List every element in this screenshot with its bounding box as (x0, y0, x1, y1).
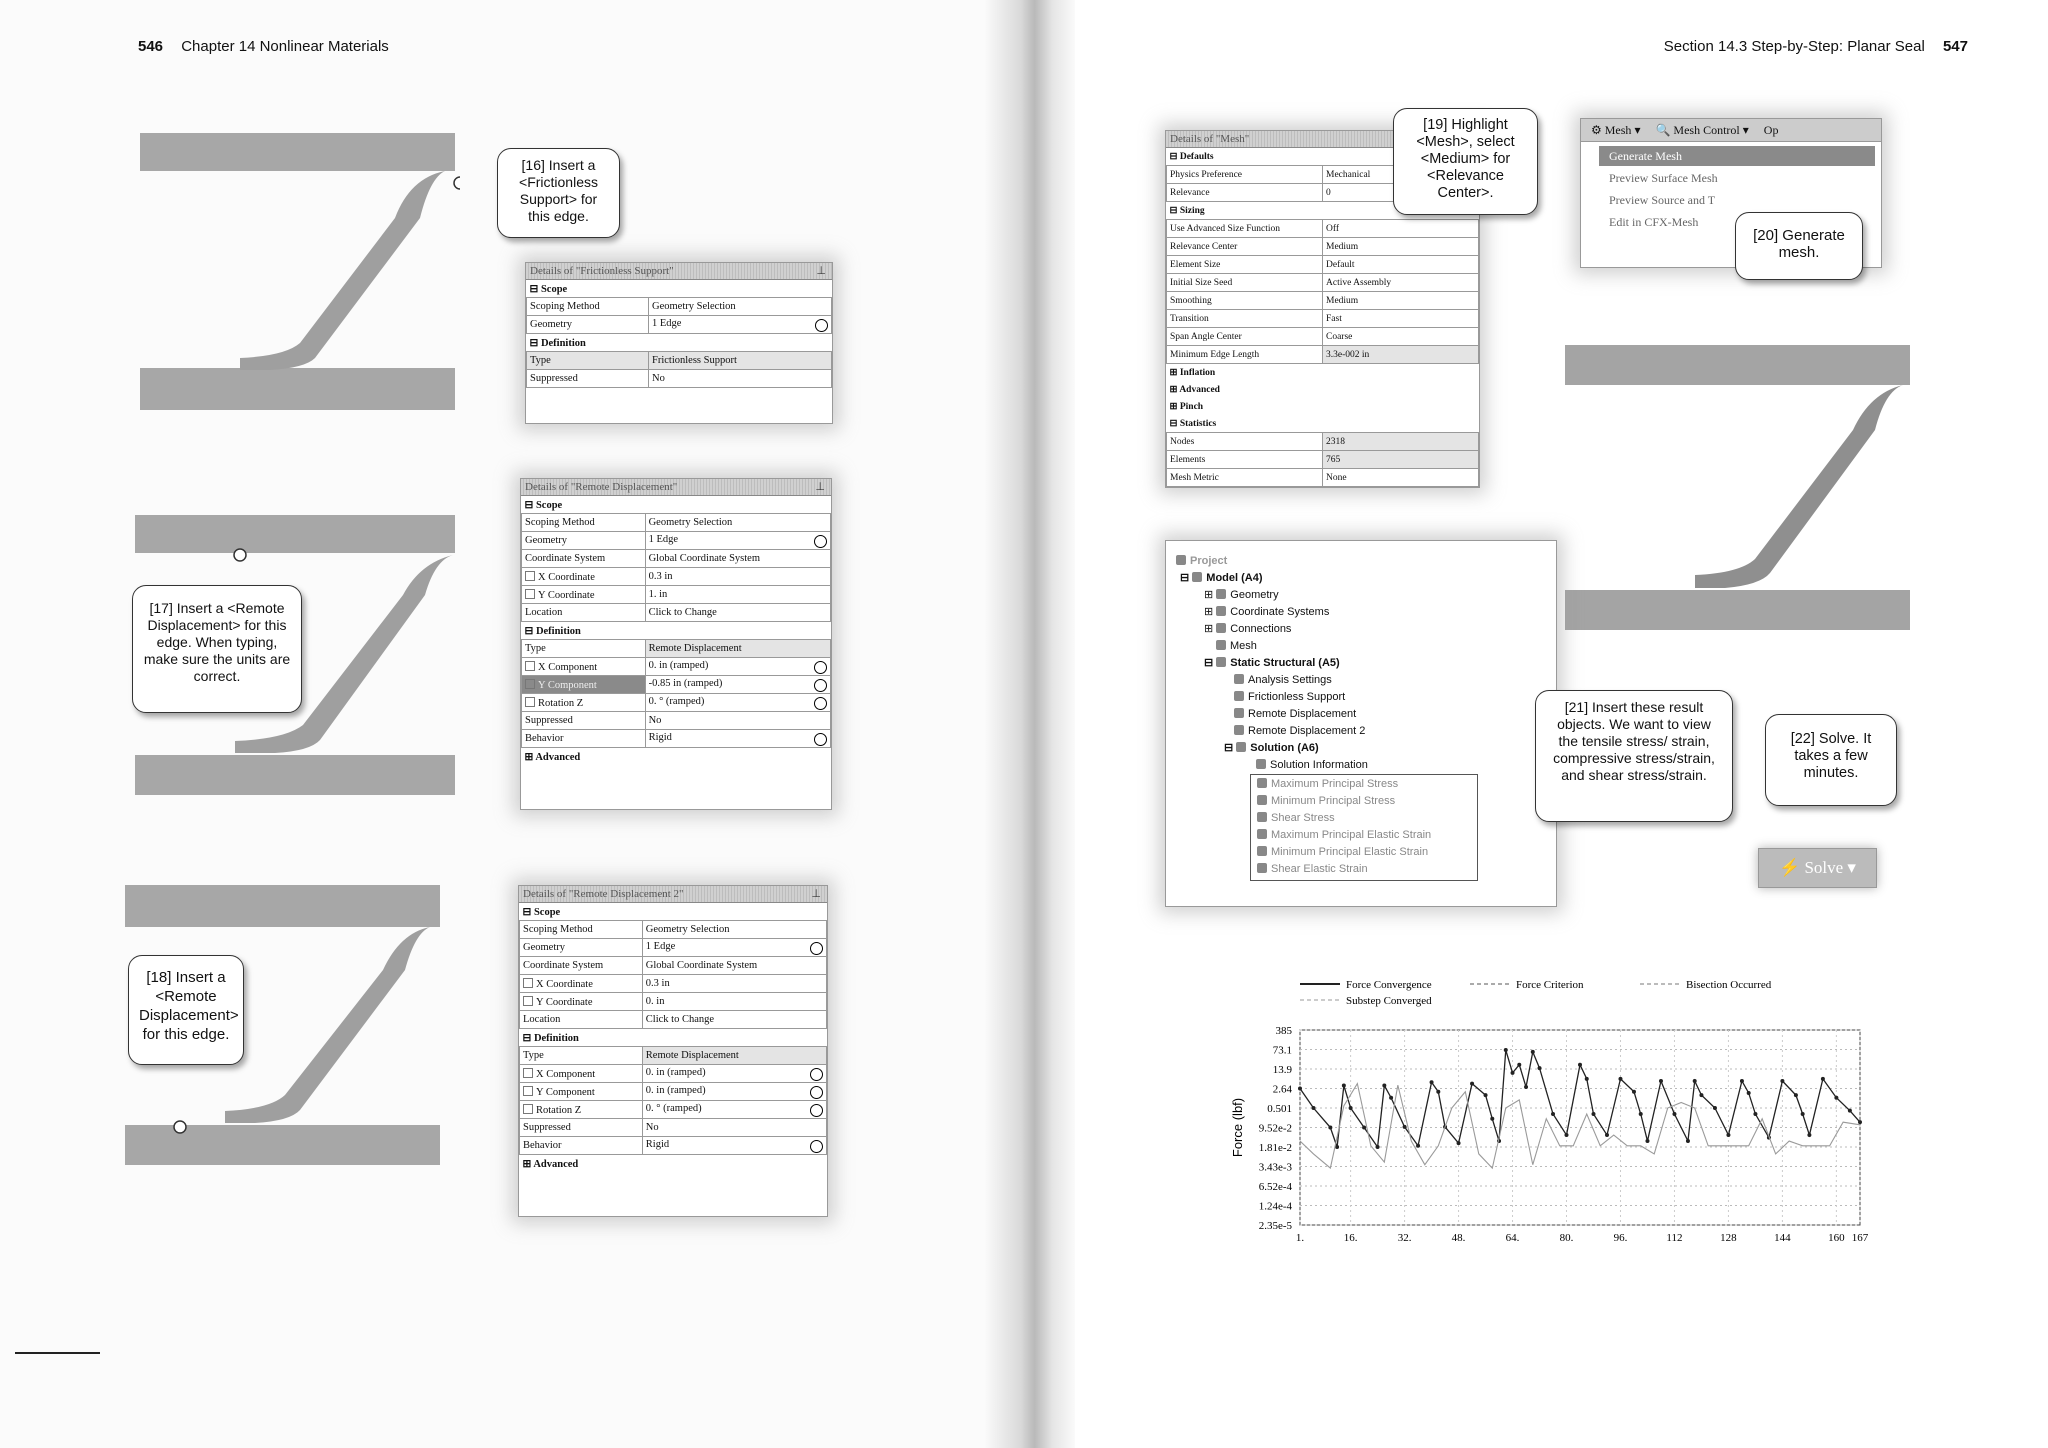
section-definition[interactable]: ⊟ Definition (522, 1032, 579, 1044)
relevance-center-select[interactable]: Medium (1323, 238, 1479, 256)
section-definition[interactable]: ⊟ Definition (524, 625, 581, 637)
coordinate-systems-icon (1216, 606, 1226, 616)
row-value[interactable]: No (645, 712, 830, 730)
row-label: Smoothing (1167, 292, 1323, 310)
tree-item-remote-displacement-2[interactable]: Remote Displacement 2 (1176, 723, 1478, 740)
row-value: Frictionless Support (649, 352, 832, 370)
circle-marker-icon (815, 319, 828, 332)
preview-surface-mesh-menu-item[interactable]: Preview Surface Mesh (1609, 171, 1718, 185)
y-tick-label: 2.35e-5 (1258, 1220, 1292, 1232)
callout-19: [19] Highlight <Mesh>, select <Medium> for <Relevance Center>. (1393, 108, 1538, 215)
pin-icon[interactable]: ⊥ (816, 265, 826, 277)
seal-geometry-figure-1 (140, 128, 460, 418)
row-value[interactable]: 0. in (ramped) (642, 1065, 826, 1083)
row-value[interactable]: Medium (1323, 292, 1479, 310)
tree-item-frictionless-support[interactable]: Frictionless Support (1176, 689, 1478, 706)
analysis-settings-icon (1234, 674, 1244, 684)
row-value[interactable]: Off (1323, 220, 1479, 238)
row-label: Rotation Z (538, 697, 584, 709)
row-label: Scoping Method (527, 298, 649, 316)
chapter-title: Chapter 14 Nonlinear Materials (181, 38, 389, 55)
mesh-control-button[interactable]: 🔍 Mesh Control ▾ (1655, 123, 1749, 137)
row-value[interactable]: Global Coordinate System (642, 957, 826, 975)
row-value[interactable]: Geometry Selection (642, 921, 826, 939)
data-point (1686, 1139, 1690, 1143)
tree-item-analysis-settings[interactable]: Analysis Settings (1176, 672, 1478, 689)
row-value[interactable]: 0.3 in (645, 568, 830, 586)
row-label: Span Angle Center (1167, 328, 1323, 346)
mesh-icon (1216, 640, 1226, 650)
panel-title: Details of "Remote Displacement" ⊥ (521, 479, 831, 496)
row-label: Behavior (520, 1137, 643, 1155)
row-value[interactable]: 0. ° (ramped) (645, 694, 830, 712)
circle-marker-icon (810, 942, 823, 955)
panel-title: Details of "Mesh" (1166, 131, 1479, 148)
data-point (1531, 1050, 1535, 1054)
row-value[interactable]: Rigid (645, 730, 830, 748)
row-value[interactable]: Click to Change (642, 1011, 826, 1029)
data-point (1834, 1096, 1838, 1100)
circle-marker-icon (810, 1104, 823, 1117)
row-value: 3.3e-002 in (1323, 346, 1479, 364)
row-value[interactable]: 1 Edge (642, 939, 826, 957)
circle-marker-icon (814, 697, 827, 710)
project-tree-panel (1165, 540, 1557, 907)
data-point (1639, 1112, 1643, 1116)
row-label: Nodes (1167, 433, 1323, 451)
x-tick-label: 32. (1397, 1232, 1412, 1244)
callout-22: [22] Solve. It takes a few minutes. (1765, 714, 1897, 806)
callout-20: [20] Generate mesh. (1735, 212, 1863, 280)
edge-marker (454, 177, 460, 189)
row-label: Behavior (522, 730, 646, 748)
row-label: X Coordinate (536, 978, 593, 990)
row-label: Location (522, 604, 646, 622)
data-point (1807, 1133, 1811, 1137)
row-value[interactable]: Click to Change (645, 604, 830, 622)
checkbox[interactable] (523, 996, 533, 1006)
y-tick-label: 2.64 (1272, 1083, 1292, 1096)
x-tick-label: 80. (1559, 1232, 1574, 1244)
frictionless-details-panel (525, 262, 833, 424)
row-value[interactable]: Active Assembly (1323, 274, 1479, 292)
row-value[interactable]: Coarse (1323, 328, 1479, 346)
data-point (1780, 1079, 1784, 1083)
mesh-button[interactable]: ⚙ Mesh ▾ (1591, 123, 1641, 137)
data-point (1389, 1096, 1393, 1100)
y-tick-label: 1.24e-4 (1258, 1200, 1292, 1213)
result-objects-group (1250, 774, 1478, 881)
result-icon (1257, 812, 1267, 822)
data-point (1693, 1079, 1697, 1083)
solution-information-icon (1256, 759, 1266, 769)
data-point (1298, 1086, 1302, 1090)
result-icon (1257, 846, 1267, 856)
row-label: Type (522, 640, 646, 658)
row-label: Suppressed (520, 1119, 643, 1137)
circle-marker-icon (814, 733, 827, 746)
data-point (1645, 1139, 1649, 1143)
tree-item-solution[interactable]: ⊟ Solution (A6) (1224, 742, 1319, 754)
y-tick-label: 1.81e-2 (1258, 1141, 1292, 1154)
x-tick-label: 16. (1343, 1232, 1358, 1244)
data-point (1618, 1077, 1622, 1081)
x-tick-label: 167 (1851, 1232, 1869, 1244)
preview-source-menu-item[interactable]: Preview Source and T (1609, 193, 1716, 207)
legend-entry: Force Criterion (1516, 979, 1584, 991)
checkbox[interactable] (523, 978, 533, 988)
tree-item-max-principal-elastic-strain[interactable]: Maximum Principal Elastic Strain (1257, 827, 1477, 844)
data-point (1470, 1082, 1474, 1086)
data-point (1328, 1126, 1332, 1130)
circle-marker-icon (814, 679, 827, 692)
data-point (1538, 1066, 1542, 1070)
y-tick-label: 0.501 (1267, 1102, 1292, 1115)
checkbox[interactable] (523, 1104, 533, 1114)
section-scope[interactable]: ⊟ Scope (522, 906, 561, 918)
data-point (1403, 1125, 1407, 1129)
data-point (1551, 1112, 1555, 1116)
section-definition[interactable]: ⊟ Definition (529, 337, 586, 349)
x-tick-label: 144 (1774, 1232, 1791, 1244)
data-point (1794, 1093, 1798, 1097)
row-value[interactable]: Geometry Selection (649, 298, 832, 316)
legend-entry: Force Convergence (1346, 979, 1432, 991)
tree-item-max-principal-stress[interactable]: Maximum Principal Stress (1257, 776, 1477, 793)
data-point (1713, 1106, 1717, 1110)
row-value[interactable]: 1. in (645, 586, 830, 604)
footer-rule (15, 1352, 100, 1354)
tree-item-mesh[interactable]: Mesh (1176, 638, 1478, 655)
data-point (1753, 1112, 1757, 1116)
data-point (1416, 1144, 1420, 1148)
checkbox[interactable] (525, 589, 535, 599)
section-statistics[interactable]: ⊟ Statistics (1169, 419, 1217, 429)
row-value: 765 (1323, 451, 1479, 469)
row-value[interactable]: 1 Edge (649, 316, 832, 334)
details-table (519, 903, 827, 1172)
row-label: Scoping Method (522, 514, 646, 532)
row-value[interactable]: Geometry Selection (645, 514, 830, 532)
section-pinch[interactable]: ⊞ Pinch (1169, 402, 1204, 412)
callout-16: [16] Insert a <Frictionless Support> for this edge. (497, 148, 620, 238)
data-point (1517, 1063, 1521, 1067)
circle-marker-icon (810, 1086, 823, 1099)
edge-marker (234, 549, 246, 561)
data-point (1858, 1120, 1862, 1124)
generate-mesh-menu-item[interactable]: Generate Mesh (1599, 146, 1875, 166)
legend-entry: Substep Converged (1346, 995, 1432, 1007)
callout-18: [18] Insert a <Remote Displacement> for this edge. (128, 955, 244, 1065)
circle-marker-icon (814, 535, 827, 548)
checkbox[interactable] (525, 679, 535, 689)
data-point (1376, 1145, 1380, 1149)
row-value[interactable]: Mechanical (1323, 166, 1479, 184)
tree-item-connections[interactable]: ⊞ Connections (1204, 623, 1292, 635)
connections-icon (1216, 623, 1226, 633)
force-convergence-chart (1200, 970, 1900, 1270)
row-label: Rotation Z (536, 1104, 582, 1116)
row-label: X Component (538, 661, 598, 673)
row-label: X Coordinate (538, 571, 595, 583)
y-tick-label: 385 (1275, 1025, 1292, 1037)
row-value: Remote Displacement (645, 640, 830, 658)
row-label: Coordinate System (520, 957, 643, 975)
row-label: Coordinate System (522, 550, 646, 568)
solution-icon (1236, 742, 1246, 752)
edge-marker (174, 1121, 186, 1133)
remote-displacement-2-details-panel (518, 885, 828, 1217)
panel-title: Details of "Remote Displacement 2" ⊥ (519, 886, 827, 903)
row-label: Physics Preference (1167, 166, 1323, 184)
row-label: Type (520, 1047, 643, 1065)
row-label: Type (527, 352, 649, 370)
edit-cfx-mesh-menu-item[interactable]: Edit in CFX-Mesh (1609, 215, 1699, 229)
section-sizing[interactable]: ⊟ Sizing (1169, 206, 1205, 216)
data-point (1565, 1133, 1569, 1137)
meshed-geometry-figure (1565, 345, 1915, 635)
page-number: 546 (138, 38, 164, 55)
data-point (1524, 1085, 1528, 1089)
data-point (1504, 1048, 1508, 1052)
data-point (1311, 1106, 1315, 1110)
y-tick-label: 6.52e-4 (1258, 1180, 1292, 1193)
x-tick-label: 112 (1666, 1232, 1683, 1244)
row-label: Geometry (520, 939, 643, 957)
row-label: X Component (536, 1068, 596, 1080)
data-point (1436, 1090, 1440, 1094)
circle-marker-icon (810, 1068, 823, 1081)
row-label: Y Component (536, 1086, 595, 1098)
data-point (1632, 1090, 1636, 1094)
data-point (1578, 1063, 1582, 1067)
tree-item-min-principal-elastic-strain[interactable]: Minimum Principal Elastic Strain (1257, 844, 1477, 861)
row-label: Geometry (527, 316, 649, 334)
row-value[interactable]: 0.3 in (642, 975, 826, 993)
row-label: Geometry (522, 532, 646, 550)
row-value[interactable]: No (649, 370, 832, 388)
data-point (1585, 1077, 1589, 1081)
data-point (1747, 1091, 1751, 1095)
checkbox[interactable] (523, 1086, 533, 1096)
pin-icon[interactable]: ⊥ (815, 481, 825, 493)
y-axis-label: Force (lbf) (1230, 1097, 1245, 1158)
row-value[interactable]: 0. in (642, 993, 826, 1011)
legend-entry: Bisection Occurred (1686, 979, 1772, 991)
data-point (1511, 1071, 1515, 1075)
row-label: Element Size (1167, 256, 1323, 274)
tree-item-project[interactable]: Project (1176, 553, 1478, 570)
tree-item-coordinate-systems[interactable]: ⊞ Coordinate Systems (1204, 606, 1330, 618)
x-tick-label: 1. (1295, 1232, 1305, 1244)
data-point (1342, 1084, 1346, 1088)
section-defaults[interactable]: ⊟ Defaults (1169, 152, 1214, 162)
left-header (138, 38, 389, 55)
row-value[interactable]: 0 (1323, 184, 1479, 202)
data-point (1382, 1084, 1386, 1088)
row-label: Suppressed (522, 712, 646, 730)
tree-item-shear-elastic-strain[interactable]: Shear Elastic Strain (1257, 861, 1477, 878)
result-icon (1257, 863, 1267, 873)
x-tick-label: 128 (1720, 1232, 1737, 1244)
section-title: Section 14.3 Step-by-Step: Planar Seal (1663, 38, 1925, 55)
remote-displacement-icon (1234, 708, 1244, 718)
circle-marker-icon (810, 1140, 823, 1153)
row-label: Suppressed (527, 370, 649, 388)
data-point (1699, 1093, 1703, 1097)
row-value[interactable]: Rigid (642, 1137, 826, 1155)
data-point (1672, 1112, 1676, 1116)
section-inflation[interactable]: ⊞ Inflation (1169, 368, 1216, 378)
tree-item-model[interactable]: ⊟ Model (A4) (1180, 572, 1263, 584)
x-tick-label: 64. (1505, 1232, 1520, 1244)
panel-title: Details of "Frictionless Support" ⊥ (526, 263, 832, 280)
row-value[interactable]: Default (1323, 256, 1479, 274)
data-point (1605, 1133, 1609, 1137)
data-point (1801, 1112, 1805, 1116)
right-header (1664, 38, 1968, 55)
section-scope[interactable]: ⊟ Scope (529, 283, 568, 295)
data-point (1349, 1106, 1353, 1110)
row-label: Scoping Method (520, 921, 643, 939)
row-value[interactable]: None (1323, 469, 1479, 487)
data-point (1490, 1117, 1494, 1121)
row-value[interactable]: 0. ° (ramped) (642, 1101, 826, 1119)
data-point (1457, 1141, 1461, 1145)
geometry-icon (1216, 589, 1226, 599)
data-point (1740, 1079, 1744, 1083)
tree-item-static-structural[interactable]: ⊟ Static Structural (A5) (1204, 657, 1340, 669)
row-value: Remote Displacement (642, 1047, 826, 1065)
remote-displacement-icon (1234, 725, 1244, 735)
circle-marker-icon (814, 661, 827, 674)
project-icon (1176, 555, 1186, 565)
data-point (1659, 1079, 1663, 1083)
left-page (0, 0, 1020, 1448)
row-label: Y Coordinate (538, 589, 595, 601)
row-value[interactable]: Fast (1323, 310, 1479, 328)
details-table (526, 280, 832, 388)
x-tick-label: 96. (1613, 1232, 1628, 1244)
y-tick-label: 9.52e-2 (1258, 1122, 1292, 1135)
data-point (1591, 1112, 1595, 1116)
data-point (1848, 1109, 1852, 1113)
model-icon (1192, 572, 1202, 582)
solve-button[interactable]: ⚡ Solve ▾ (1758, 848, 1877, 888)
section-advanced[interactable]: ⊞ Advanced (524, 751, 581, 763)
row-label: Location (520, 1011, 643, 1029)
pin-icon[interactable]: ⊥ (811, 888, 821, 900)
callout-17: [17] Insert a <Remote Displacement> for this edge. When typing, make sure the units are correct. (132, 585, 302, 713)
row-label: Mesh Metric (1167, 469, 1323, 487)
data-point (1362, 1126, 1366, 1130)
checkbox[interactable] (523, 1068, 533, 1078)
row-label: Relevance Center (1167, 238, 1323, 256)
x-tick-label: 48. (1451, 1232, 1466, 1244)
row-label: Minimum Edge Length (1167, 346, 1323, 364)
support-icon (1234, 691, 1244, 701)
y-tick-label: 73.1 (1272, 1044, 1292, 1057)
row-label: Y Coordinate (536, 996, 593, 1008)
checkbox[interactable] (525, 661, 535, 671)
row-value[interactable]: 0. in (ramped) (645, 658, 830, 676)
tree-item-remote-displacement[interactable]: Remote Displacement (1176, 706, 1478, 723)
row-label: Transition (1167, 310, 1323, 328)
section-scope[interactable]: ⊟ Scope (524, 499, 563, 511)
callout-21: [21] Insert these result objects. We want to view the tensile stress/ strain, compressive stress/strain, and shear stress/strain. (1535, 690, 1733, 822)
y-tick-label: 13.9 (1272, 1063, 1292, 1076)
row-label: Relevance (1167, 184, 1323, 202)
remote-displacement-details-panel (520, 478, 832, 810)
mesh-toolbar (1581, 119, 1881, 142)
row-value[interactable]: 0. in (ramped) (642, 1083, 826, 1101)
data-point (1484, 1093, 1488, 1097)
checkbox[interactable] (525, 697, 535, 707)
static-structural-icon (1216, 657, 1226, 667)
data-point (1821, 1077, 1825, 1081)
result-icon (1257, 778, 1267, 788)
tree-item-geometry[interactable]: ⊞ Geometry (1204, 589, 1279, 601)
row-label: Use Advanced Size Function (1167, 220, 1323, 238)
right-page (1020, 0, 2048, 1448)
data-point (1726, 1133, 1730, 1137)
details-table (521, 496, 831, 765)
project-tree (1176, 553, 1478, 881)
row-label: Y Component (538, 679, 597, 691)
x-tick-label: 160 (1828, 1232, 1845, 1244)
tree-item-min-principal-stress[interactable]: Minimum Principal Stress (1257, 793, 1477, 810)
row-value: 2318 (1323, 433, 1479, 451)
tree-item-shear-stress[interactable]: Shear Stress (1257, 810, 1477, 827)
tree-item-solution-information[interactable]: Solution Information (1176, 757, 1478, 774)
result-icon (1257, 829, 1267, 839)
op-button[interactable]: Op (1763, 123, 1779, 137)
row-label: Elements (1167, 451, 1323, 469)
row-value[interactable]: No (642, 1119, 826, 1137)
section-advanced[interactable]: ⊞ Advanced (1169, 385, 1220, 395)
row-value[interactable]: 1 Edge (645, 532, 830, 550)
page-number: 547 (1942, 38, 1968, 55)
checkbox[interactable] (525, 571, 535, 581)
section-advanced[interactable]: ⊞ Advanced (522, 1158, 579, 1170)
result-icon (1257, 795, 1267, 805)
row-label: Initial Size Seed (1167, 274, 1323, 292)
row-value[interactable]: -0.85 in (ramped) (645, 676, 830, 694)
row-value[interactable]: Global Coordinate System (645, 550, 830, 568)
y-tick-label: 3.43e-3 (1258, 1161, 1292, 1174)
data-point (1430, 1080, 1434, 1084)
